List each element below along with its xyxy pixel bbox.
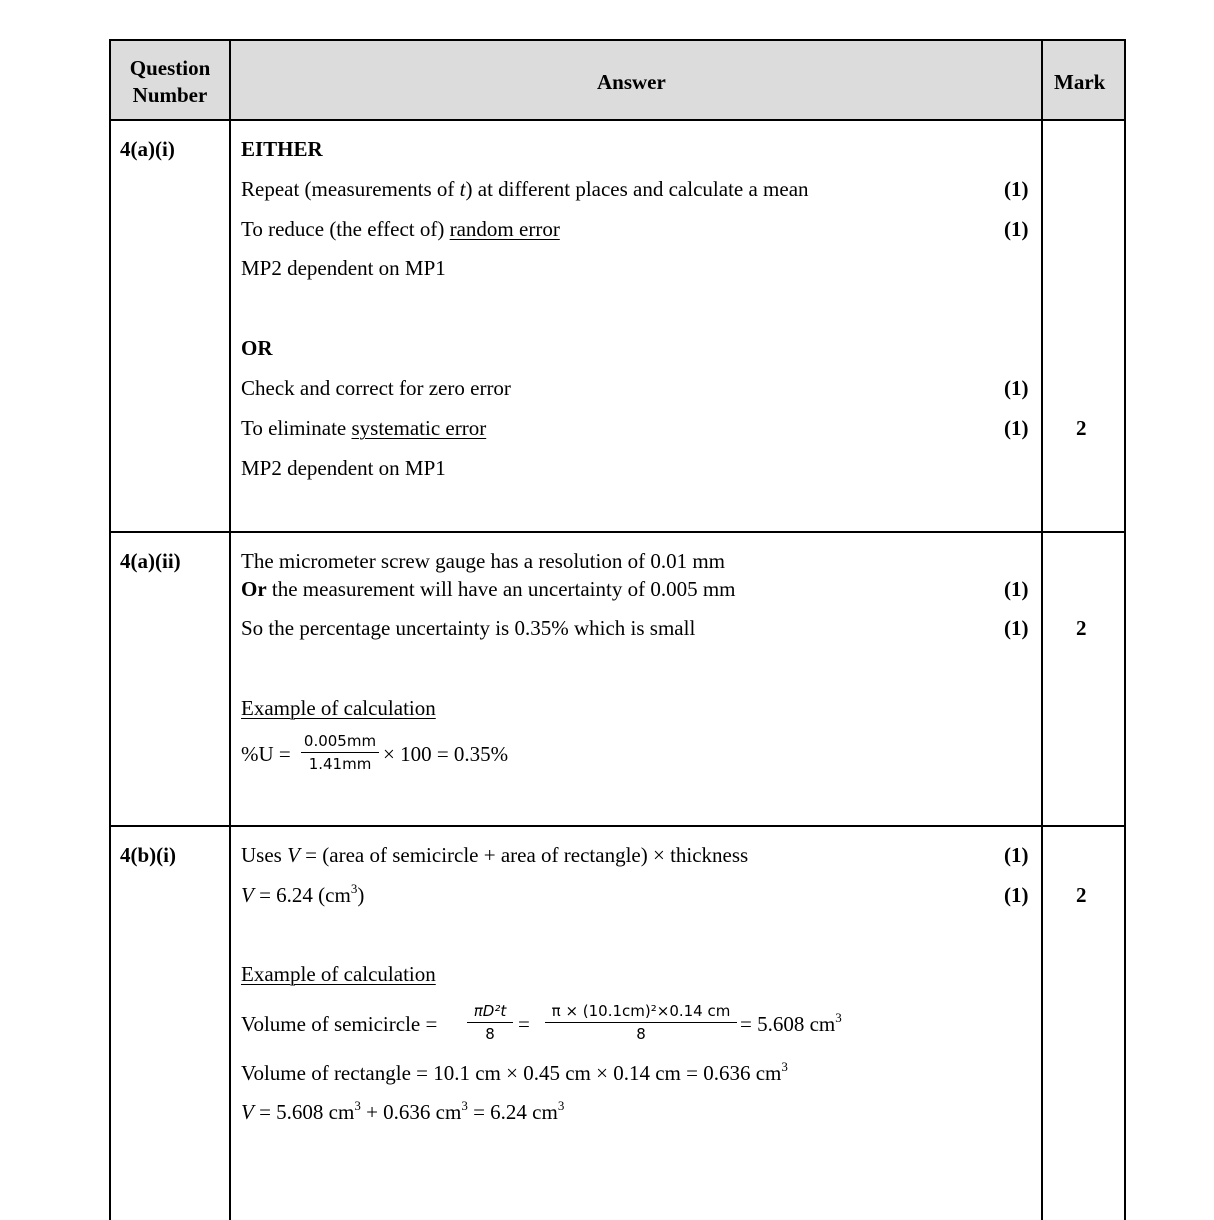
either-heading: EITHER — [241, 137, 323, 161]
mark-point: (1) — [1004, 177, 1029, 201]
fraction — [301, 731, 379, 774]
header-answer: Answer — [597, 70, 666, 94]
answer-line: V = 6.24 $(cm^3)$ — [241, 881, 365, 907]
header-bottom-border — [109, 119, 1126, 121]
answer-line: Repeat (measurements of t) at different places and calculate a mean — [241, 177, 809, 201]
answer-note: MP2 dependent on MP1 — [241, 456, 446, 480]
answer-line: Check and correct for zero error — [241, 376, 511, 400]
fraction-numerator: πD²t — [473, 1002, 507, 1020]
fraction-bar — [545, 1022, 737, 1023]
mark-point: (1) — [1004, 577, 1029, 601]
answer-line: Volume of rectangle = 10.1 cm × 0.45 cm × 0.14 cm = 0.636 $cm^3$ — [241, 1059, 788, 1085]
total-mark: 2 — [1076, 616, 1087, 640]
row-divider — [109, 825, 1126, 827]
question-number: 4(b)(i) — [120, 843, 176, 867]
or-heading: OR — [241, 336, 273, 360]
header-question-number: Question Number — [129, 56, 211, 107]
row-divider — [109, 531, 1126, 533]
answer-line: The micrometer screw gauge has a resolution of 0.01 mm — [241, 549, 726, 573]
calc-lhs: Volume of semicircle = — [241, 1012, 438, 1036]
fraction — [545, 1001, 737, 1044]
fraction-numerator: 0.005mm — [303, 732, 377, 750]
answer-line: V = 5.608 $cm^3 + 0.636$ $cm^3 = 6.24$ $cm^3$ — [241, 1098, 565, 1124]
total-mark: 2 — [1076, 883, 1087, 907]
equals-sign: = — [518, 1012, 530, 1036]
table-right-border — [1124, 39, 1126, 1220]
fraction — [467, 1001, 513, 1044]
calc-lhs: %U = — [241, 742, 291, 766]
fraction-numerator: π × (10.1cm)²×0.14 cm — [551, 1002, 731, 1020]
table-top-border — [109, 39, 1126, 41]
answer-line: Or the measurement will have an uncertainty of 0.005 mm — [241, 577, 736, 601]
mark-point: (1) — [1004, 217, 1029, 241]
question-number: 4(a)(ii) — [120, 549, 181, 573]
column-divider — [229, 39, 231, 1220]
header-mark: Mark — [1054, 70, 1106, 94]
example-heading: Example of calculation — [241, 696, 436, 720]
answer-line: So the percentage uncertainty is 0.35% which is small — [241, 616, 696, 640]
column-divider — [1041, 39, 1043, 1220]
answer-note: MP2 dependent on MP1 — [241, 256, 446, 280]
fraction-denominator: 8 — [485, 1025, 495, 1043]
fraction-bar — [301, 752, 379, 753]
question-number: 4(a)(i) — [120, 137, 175, 161]
mark-point: (1) — [1004, 376, 1029, 400]
mark-point: (1) — [1004, 416, 1029, 440]
example-heading: Example of calculation — [241, 962, 436, 986]
fraction-bar — [467, 1022, 513, 1023]
answer-line: To eliminate systematic error — [241, 416, 487, 440]
mark-point: (1) — [1004, 616, 1029, 640]
mark-point: (1) — [1004, 843, 1029, 867]
table-left-border — [109, 39, 111, 1220]
fraction-denominator: 8 — [636, 1025, 646, 1043]
answer-line: Uses V = (area of semicircle + area of rectangle) × thickness — [241, 843, 749, 867]
mark-point: (1) — [1004, 883, 1029, 907]
answer-line: To reduce (the effect of) random error — [241, 217, 560, 241]
fraction-denominator: 1.41mm — [308, 755, 372, 773]
calc-rhs: × 100 = 0.35% — [383, 742, 509, 766]
calc-rhs: = 5.608 $cm^3$ — [740, 1010, 842, 1036]
total-mark: 2 — [1076, 416, 1087, 440]
